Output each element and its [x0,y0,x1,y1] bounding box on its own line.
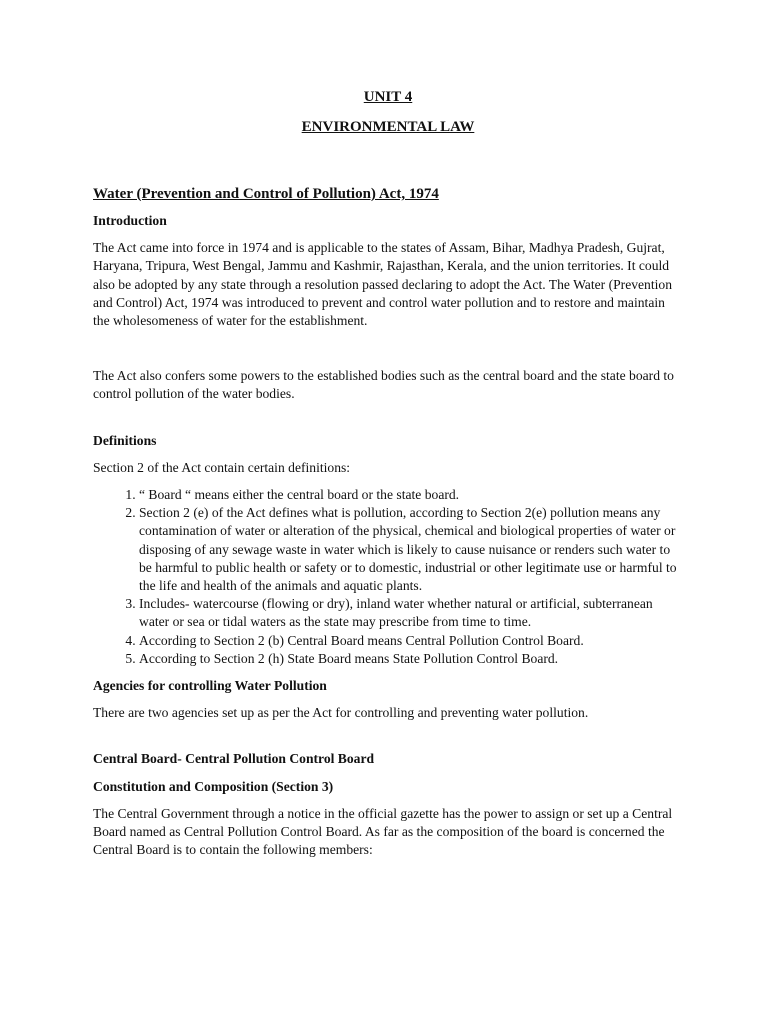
unit-title: UNIT 4 [363,89,413,105]
definitions-heading: Definitions [93,432,157,448]
agencies-heading: Agencies for controlling Water Pollution [93,678,327,694]
introduction-paragraph-1: The Act came into force in 1974 and is applicable to the states of Assam, Bihar, Madhya Pradesh, Gujrat, Haryana, Tripura, West Bengal, Jammu and Kashmir, Rajasthan, Kerala, and the union territories. It could also be adopted by any state through a resolution passed declaring to adopt the Act. The Water (Prevention and Control) Act, 1974 was introduced to prevent and control water pollution and to restore and maintain the wholesomeness of water for the establishment. [93,240,673,329]
definitions-list [93,486,683,668]
document-content [93,86,683,868]
subject-title: ENVIRONMENTAL LAW [301,119,475,135]
act-title: Water (Prevention and Control of Pollution) Act, 1974 [93,186,439,202]
definition-item-2: 2. Section 2 (e) of the Act defines what is pollution, according to Section 2(e) pollution means any contamination of water or alteration of the physical, chemical and biological properties of water or disposing of any sewage waste in water which is likely to cause nuisance or renders such water to be harmful to public health or safety or to domestic, industrial or other legitimate use or harmful to the life and health of the animals and aquatic plants. [139,504,683,595]
definition-item-3: 3. Includes- watercourse (flowing or dry), inland water whether natural or artificial, subterranean water or sea or tidal waters as the state may prescribe from time to time. [139,595,683,631]
definition-item-4: 4. According to Section 2 (b) Central Board means Central Pollution Control Board. [139,632,683,650]
constitution-heading: Constitution and Composition (Section 3) [93,778,334,794]
definitions-intro: Section 2 of the Act contain certain definitions: [93,459,351,475]
introduction-heading: Introduction [93,213,167,228]
introduction-paragraph-2: The Act also confers some powers to the established bodies such as the central board and the state board to control pollution of the water bodies. [93,368,674,402]
definition-item-1: 1. “ Board “ means either the central board or the state board. [139,486,683,504]
central-board-paragraph: The Central Government through a notice in the official gazette has the power to assign or set up a Central Board named as Central Pollution Control Board. As far as the composition of the board is concerned the Central Board is to contain the following members: [93,805,673,858]
agencies-paragraph: There are two agencies set up as per the Act for controlling and preventing water pollution. [93,705,589,721]
definition-item-5: 5. According to Section 2 (h) State Board means State Pollution Control Board. [139,650,683,668]
central-board-heading: Central Board- Central Pollution Control Board [93,751,375,767]
